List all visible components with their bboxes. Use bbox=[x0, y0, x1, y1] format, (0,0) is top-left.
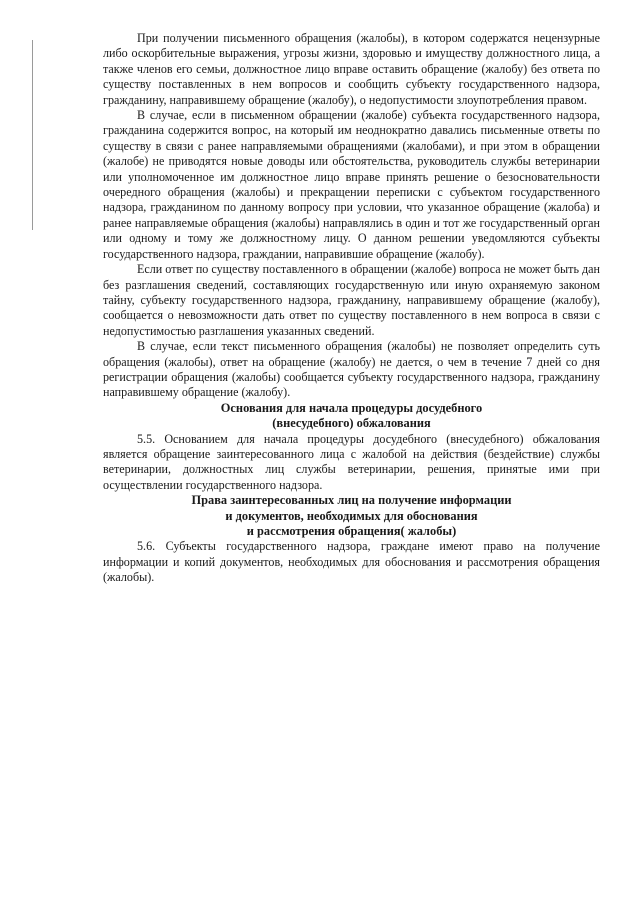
scan-margin-line bbox=[32, 40, 33, 230]
paragraph-5-5: 5.5. Основанием для начала процедуры досудебного (внесудебного) обжалования является обращение заинтересованного лица с жалобой на действия (бездействие) службы ветеринарии, должностных лиц службы ветеринарии, решения, принятые ими при осуществлении государственного надзора. bbox=[103, 431, 600, 492]
paragraph-repeated-appeal: В случае, если в письменном обращении (жалобе) субъекта государственного надзора, гражданина содержится вопрос, на который им неоднократно давались письменные ответы по существу в связи с ранее направляемыми обращениями (жалобами), и при этом в обращении (жалобе) не приводятся новые доводы или обстоятельства, руководитель службы ветеринарии или уполномоченное им должностное лицо вправе принять решение о безосновательности очередного обращения (жалобы) и прекращении переписки с субъектом государственного надзора, гражданином по данному вопросу при условии, что указанное обращение (жалоба) и ранее направляемые обращения (жалобы) направлялись в один и тот же государственный орган или одному и тому же должностному лицу. О данном решении уведомляются субъекты государственного надзора, граждании, направившие обращение (жалобу). bbox=[103, 108, 600, 261]
section-heading-rights: Права заинтересованных лиц на получение информации и документов, необходимых для обоснования и рассмотрения обращения( жалобы) bbox=[191, 493, 512, 538]
paragraph-state-secret: Если ответ по существу поставленного в обращении (жалобе) вопроса не может быть дан без разглашения сведений, составляющих государственную или иную охраняемую законом тайну, субъекту государственного надзора, гражданину, направившему обращение (жалобу), сообщается о невозможности дать ответ по существу поставленного в нем вопроса в связи с недопустимостью разглашения указанных сведений. bbox=[103, 262, 600, 338]
paragraph-unreadable-appeal: В случае, если текст письменного обращения (жалобы) не позволяет определить суть обращения (жалобы), ответ на обращение (жалобу) не дается, о чем в течение 7 дней со дня регистрации обращения (жалобы) сообщается субъекту государственного надзора, гражданину направившему обращение (жалобу). bbox=[103, 339, 600, 400]
paragraph-5-6: 5.6. Субъекты государственного надзора, граждане имеют право на получение информации и копий документов, необходимых для обоснования и рассмотрения обращения (жалобы). bbox=[103, 539, 600, 585]
document-page bbox=[103, 31, 600, 586]
paragraph-obscene-appeal: При получении письменного обращения (жалобы), в котором содержатся нецензурные либо оскорбительные выражения, угрозы жизни, здоровью и имуществу должностного лица, а также членов его семьи, должностное лицо вправе оставить обращение (жалобу) без ответа по существу поставленных в нем вопросов и сообщить субъекту государственного надзора, гражданину, направившему обращение (жалобу), о недопустимости злоупотребления правом. bbox=[103, 31, 600, 107]
section-heading-grounds: Основания для начала процедуры досудебного (внесудебного) обжалования bbox=[220, 400, 483, 431]
